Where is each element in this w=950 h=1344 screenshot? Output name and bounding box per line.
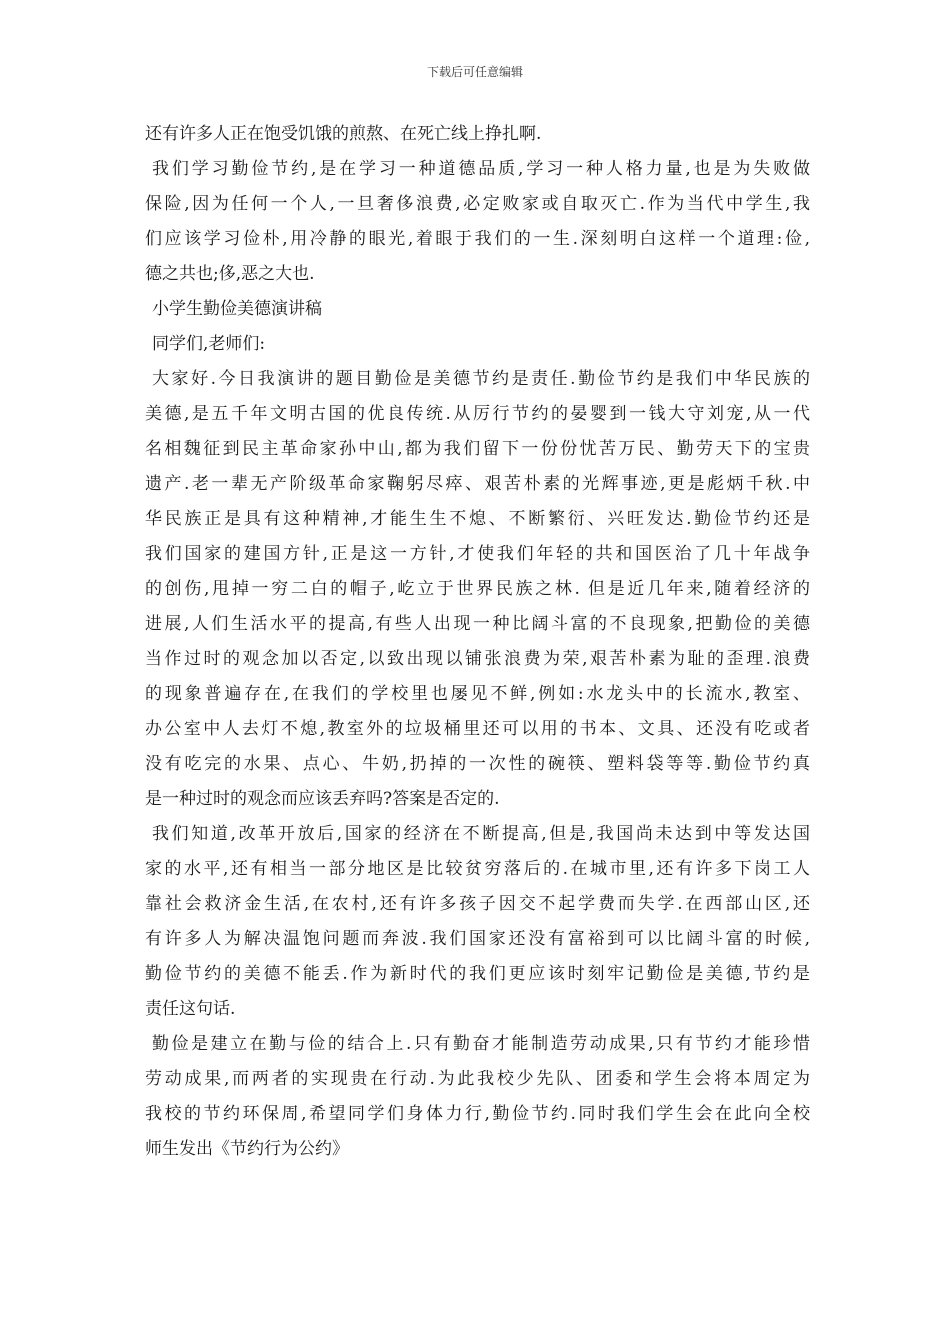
text-line: 们应该学习俭朴,用冷静的眼光,着眼于我们的一生.深刻明白这样一个道理:俭, bbox=[145, 229, 810, 249]
text-line: 的现象普遍存在,在我们的学校里也屡见不鲜,例如:水龙头中的长流水,教室、 bbox=[145, 684, 810, 704]
text-line: 劳动成果,而两者的实现贵在行动.为此我校少先队、团委和学生会将本周定为 bbox=[145, 1069, 810, 1089]
text-line: 勤俭是建立在勤与俭的结合上.只有勤奋才能制造劳动成果,只有节约才能珍惜 bbox=[152, 1034, 810, 1054]
text-line: 的创伤,甩掉一穷二白的帽子,屹立于世界民族之林. 但是近几年来,随着经济的 bbox=[145, 579, 810, 599]
salutation: 同学们,老师们: bbox=[152, 334, 266, 354]
text-line: 勤俭节约的美德不能丢.作为新时代的我们更应该时刻牢记勤俭是美德,节约是 bbox=[145, 964, 810, 984]
text-line: 有许多人为解决温饱问题而奔波.我们国家还没有富裕到可以比阔斗富的时候, bbox=[145, 929, 810, 949]
text-line: 名相魏征到民主革命家孙中山,都为我们留下一份份忧苦万民、勤劳天下的宝贵 bbox=[145, 439, 810, 459]
text-line: 我们国家的建国方针,正是这一方针,才使我们年轻的共和国医治了几十年战争 bbox=[145, 544, 810, 564]
page-header: 下载后可任意编辑 bbox=[426, 65, 523, 79]
text-line: 办公室中人去灯不熄,教室外的垃圾桶里还可以用的书本、文具、还没有吃或者 bbox=[145, 719, 810, 739]
text-line: 进展,人们生活水平的提高,有些人出现一种比阔斗富的不良现象,把勤俭的美德 bbox=[145, 614, 810, 634]
text-line: 我们学习勤俭节约,是在学习一种道德品质,学习一种人格力量,也是为失败做 bbox=[152, 159, 810, 179]
text-line: 美德,是五千年文明古国的优良传统.从厉行节约的晏婴到一钱大守刘宠,从一代 bbox=[145, 404, 810, 424]
text-line: 遗产.老一辈无产阶级革命家鞠躬尽瘁、艰苦朴素的光辉事迹,更是彪炳千秋.中 bbox=[145, 474, 810, 494]
text-line: 责任这句话. bbox=[145, 999, 236, 1019]
text-line: 家的水平,还有相当一部分地区是比较贫穷落后的.在城市里,还有许多下岗工人 bbox=[145, 859, 810, 879]
text-line: 没有吃完的水果、点心、牛奶,扔掉的一次性的碗筷、塑料袋等等.勤俭节约真 bbox=[145, 754, 810, 774]
text-line: 师生发出《节约行为公约》 bbox=[145, 1139, 349, 1159]
text-line: 当作过时的观念加以否定,以致出现以铺张浪费为荣,艰苦朴素为耻的歪理.浪费 bbox=[145, 649, 810, 669]
body-text bbox=[145, 117, 810, 1167]
text-line: 华民族正是具有这种精神,才能生生不熄、不断繁衍、兴旺发达.勤俭节约还是 bbox=[145, 509, 810, 529]
text-line: 保险,因为任何一个人,一旦奢侈浪费,必定败家或自取灭亡.作为当代中学生,我 bbox=[145, 194, 810, 214]
text-line: 是一种过时的观念而应该丢弃吗?答案是否定的. bbox=[145, 789, 500, 809]
text-line: 大家好.今日我演讲的题目勤俭是美德节约是责任.勤俭节约是我们中华民族的 bbox=[152, 369, 810, 389]
text-line: 还有许多人正在饱受饥饿的煎熬、在死亡线上挣扎啊. bbox=[145, 124, 542, 144]
text-line: 我们知道,改革开放后,国家的经济在不断提高,但是,我国尚未达到中等发达国 bbox=[152, 824, 810, 844]
text-line: 德之共也;侈,恶之大也. bbox=[145, 264, 315, 284]
text-line: 我校的节约环保周,希望同学们身体力行,勤俭节约.同时我们学生会在此向全校 bbox=[145, 1104, 810, 1124]
speech-title: 小学生勤俭美德演讲稿 bbox=[152, 299, 322, 319]
text-line: 靠社会救济金生活,在农村,还有许多孩子因交不起学费而失学.在西部山区,还 bbox=[145, 894, 810, 914]
